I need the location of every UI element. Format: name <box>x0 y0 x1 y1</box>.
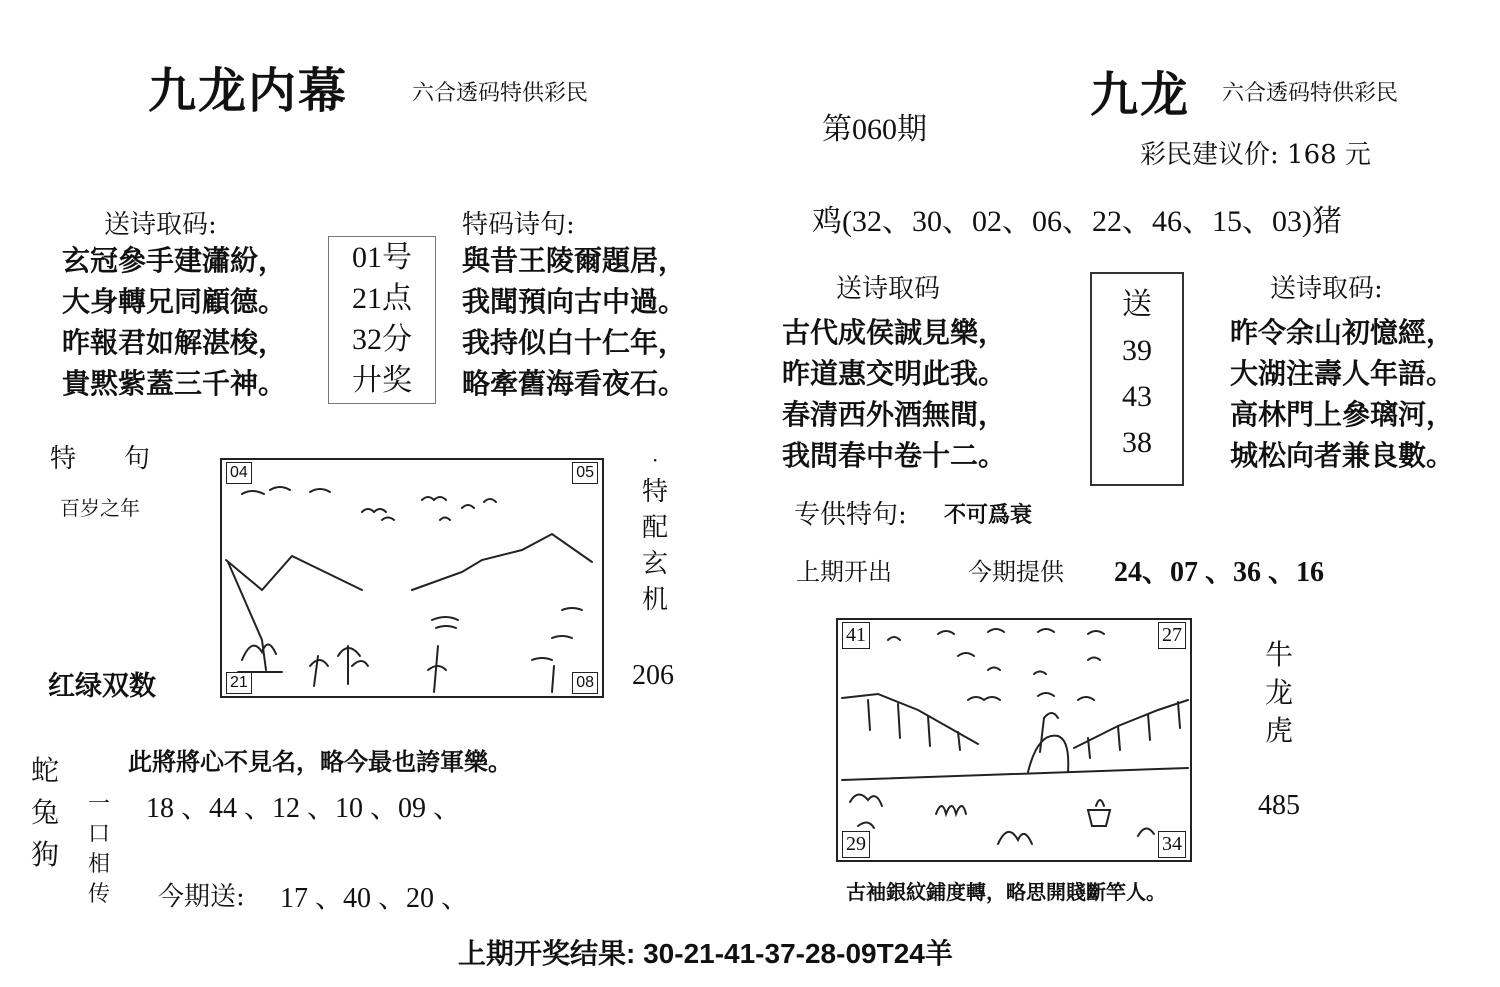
yikou-char: 一 <box>87 792 110 817</box>
right-side-char: 龙 <box>1264 676 1293 709</box>
left-poem-line: 昨報君如解湛梭， <box>62 326 287 359</box>
left-poem <box>62 240 286 404</box>
right-side-char: 牛 <box>1264 638 1293 671</box>
left-special-line: 與昔王陵爾題居， <box>462 244 687 277</box>
right-corner-bl: 29 <box>842 831 870 858</box>
right-corner-tl: 41 <box>842 622 870 649</box>
shangqi-label: 上期开出 <box>796 558 892 586</box>
zodiac-item: 狗 <box>30 838 59 871</box>
left-zodiac <box>30 750 60 876</box>
left-special-line: 略牽舊海看夜石。 <box>462 367 687 400</box>
right-number-485: 485 <box>1258 790 1300 821</box>
left-corner-br: 08 <box>572 672 598 694</box>
left-side-char: 机 <box>641 585 668 615</box>
yikou-char: 口 <box>87 822 110 847</box>
te-ju-text: 百岁之年 <box>60 496 140 520</box>
yikou-numbers: 18 、44 、12 、10 、09 、 <box>146 793 462 824</box>
right-poem1-line: 我問春中卷十二。 <box>782 439 1007 472</box>
right-poem2 <box>1230 312 1454 476</box>
left-box-line: 21点 <box>352 282 412 315</box>
ji-zhu-line: 鸡(32、30、02、06、22、46、15、03)猪 <box>812 205 1342 238</box>
right-subtitle: 六合透码特供彩民 <box>1222 81 1399 106</box>
right-poem2-line: 昨令余山初憶經， <box>1230 316 1455 349</box>
right-poem1-label: 送诗取码 <box>836 274 941 304</box>
right-box-line: 43 <box>1122 380 1152 413</box>
left-landscape-panel <box>220 458 604 698</box>
te-ju-label-1: 特 <box>50 444 77 474</box>
right-poem2-label: 送诗取码: <box>1270 274 1383 304</box>
left-corner-tl: 04 <box>226 462 252 484</box>
left-special-line: 我持似白十仁年， <box>462 326 687 359</box>
left-box-line: 32分 <box>352 323 412 356</box>
yikou-char: 相 <box>87 852 110 877</box>
right-poem1-line: 古代成侯誠見樂， <box>782 316 1007 349</box>
hong-lv-shuang-shu: 红绿双数 <box>48 671 156 702</box>
left-poem-line: 玄冠參手建瀟紛， <box>62 244 287 277</box>
right-landscape-panel <box>836 618 1192 862</box>
left-number-206: 206 <box>632 660 674 691</box>
left-poem-line: 貴黙紫蓋三千神。 <box>62 367 287 400</box>
right-corner-tr: 27 <box>1158 622 1186 649</box>
right-poem1-line: 昨道惠交明此我。 <box>782 357 1007 390</box>
left-side-vertical <box>640 474 670 618</box>
right-box-line: 送 <box>1122 288 1152 321</box>
right-poem2-line: 城松向者兼良數。 <box>1230 439 1455 472</box>
right-box-line: 38 <box>1122 426 1152 459</box>
left-poem-line: 大身轉兄同顧德。 <box>62 285 287 318</box>
left-corner-tr: 05 <box>572 462 598 484</box>
right-landscape-drawing <box>838 620 1190 860</box>
left-jinqi-label: 今期送: <box>158 882 245 912</box>
right-jinqi-label: 今期提供 <box>968 558 1064 586</box>
price-label: 彩民建议价: 168 元 <box>1140 140 1371 170</box>
right-poem1 <box>782 312 1006 476</box>
left-box-line: 01号 <box>352 241 412 274</box>
right-bottom-poem: 古袖銀紋鋪度轉，略思開賤斷竿人。 <box>846 880 1166 904</box>
right-side-vertical <box>1264 636 1294 750</box>
right-poem1-line: 春清西外酒無間， <box>782 398 1007 431</box>
zodiac-item: 蛇 <box>30 754 59 787</box>
left-title: 九龙内幕 <box>148 63 349 119</box>
left-special-label: 特码诗句: <box>462 210 575 240</box>
te-ju-label-2: 句 <box>124 444 151 474</box>
left-landscape-drawing <box>222 460 602 696</box>
left-poem-label: 送诗取码: <box>104 210 217 240</box>
left-corner-bl: 21 <box>226 672 252 694</box>
zhuangong-text: 不可爲衰 <box>944 502 1033 528</box>
left-special-poem <box>462 240 686 404</box>
left-side-dot: · <box>652 448 659 472</box>
right-side-char: 虎 <box>1264 714 1293 747</box>
left-side-char: 配 <box>641 513 668 543</box>
right-corner-br: 34 <box>1158 831 1186 858</box>
left-special-line: 我聞預向古中過。 <box>462 285 687 318</box>
left-side-char: 特 <box>641 477 668 507</box>
last-result: 上期开奖结果: 30-21-41-37-28-09T24羊 <box>458 938 953 969</box>
right-poem2-line: 高林門上參璃河， <box>1230 398 1455 431</box>
issue-number: 第060期 <box>822 113 927 146</box>
right-box-line: 39 <box>1122 334 1152 367</box>
left-line-poem: 此將將心不見名，略今最也誇軍樂。 <box>128 747 512 776</box>
right-title: 九龙 <box>1090 67 1191 123</box>
yikou-xiangchuan <box>84 790 114 910</box>
left-jinqi-numbers: 17 、40 、20 、 <box>280 883 470 914</box>
zhuangong-label: 专供特句: <box>794 500 907 530</box>
left-subtitle: 六合透码特供彩民 <box>412 81 589 106</box>
right-jinqi-numbers: 24、07 、36 、16 <box>1114 557 1325 588</box>
yikou-char: 传 <box>87 882 110 907</box>
right-poem2-line: 大湖注壽人年語。 <box>1230 357 1455 390</box>
left-side-char: 玄 <box>641 549 668 579</box>
left-code-box <box>328 236 436 404</box>
zodiac-item: 兔 <box>30 796 59 829</box>
right-code-box <box>1090 272 1184 486</box>
left-box-line: 廾奖 <box>352 364 412 397</box>
